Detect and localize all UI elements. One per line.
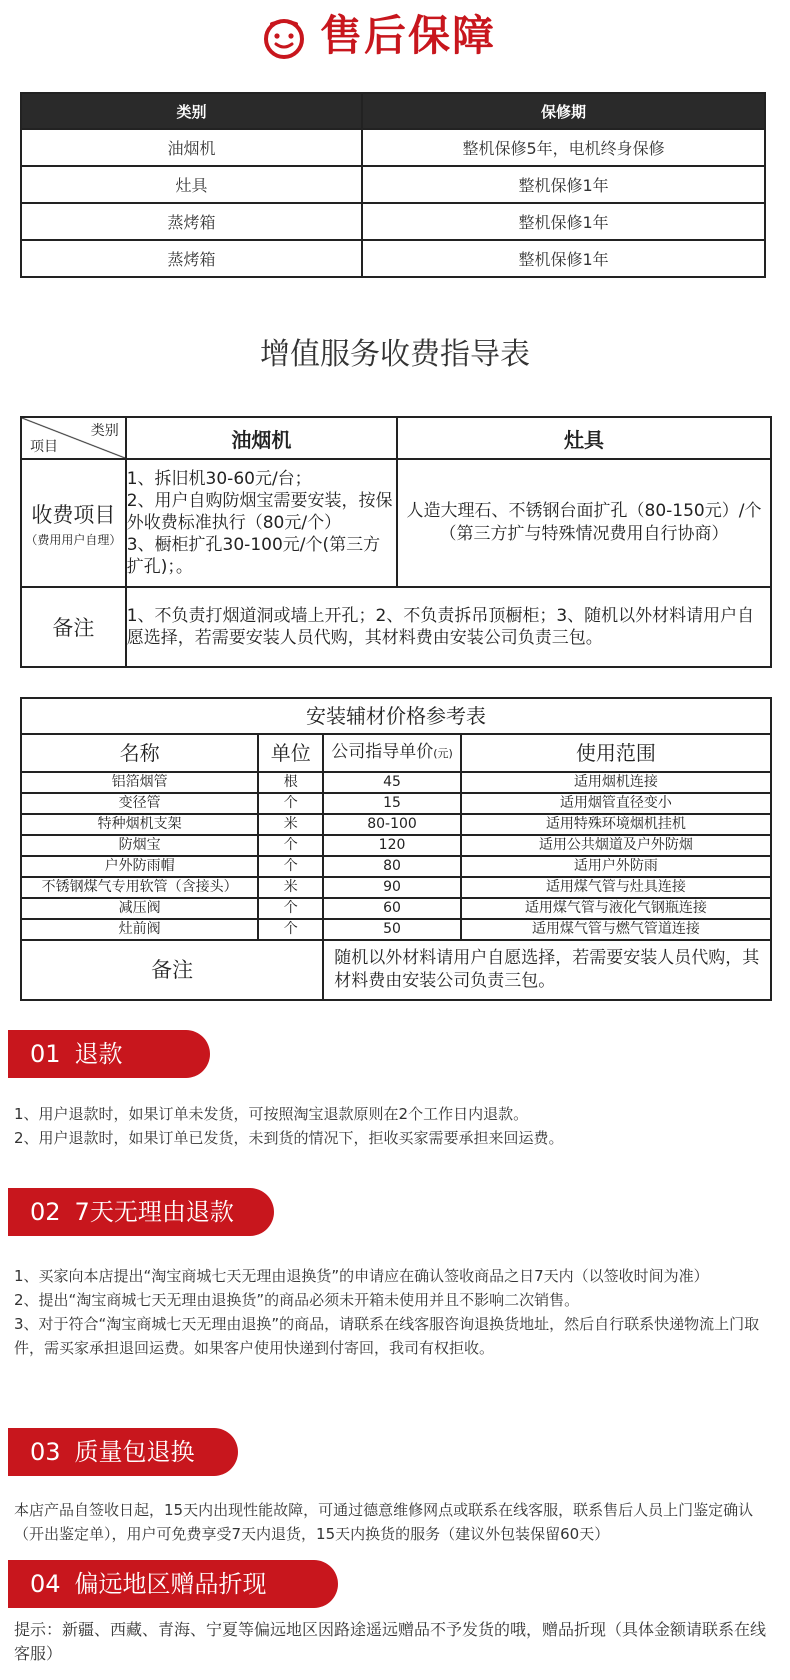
section-number: 02 bbox=[30, 1198, 61, 1226]
section-paragraph: 提示：新疆、西藏、青海、宁夏等偏远地区因路途遥远赠品不予发货的哦，赠品折现（具体金额请联系在线客服） bbox=[14, 1620, 767, 1663]
section-number: 03 bbox=[30, 1438, 61, 1466]
fee-label: 收费项目 bbox=[31, 502, 116, 527]
table-header-row bbox=[21, 417, 771, 459]
material-unit: 个 bbox=[258, 898, 323, 919]
note-label-cell bbox=[21, 587, 126, 667]
category-cell: 蒸烤箱 bbox=[21, 203, 362, 240]
category-cell: 油烟机 bbox=[21, 129, 362, 166]
materials-caption: 安装辅材价格参考表 bbox=[21, 698, 771, 734]
material-unit: 个 bbox=[258, 835, 323, 856]
warranty-cell: 整机保修1年 bbox=[362, 240, 765, 277]
warranty-cell: 整机保修1年 bbox=[362, 166, 765, 203]
note-label: 备注 bbox=[21, 940, 323, 1000]
fee-stove-cell: 人造大理石、不锈钢台面扩孔（80-150元）/个（第三方扩与特殊情况费用自行协商） bbox=[397, 459, 771, 587]
column-header: 类别 bbox=[21, 93, 362, 129]
warranty-table bbox=[20, 92, 766, 278]
note-row bbox=[21, 587, 771, 667]
warranty-cell: 整机保修5年，电机终身保修 bbox=[362, 129, 765, 166]
section-number: 01 bbox=[30, 1040, 61, 1068]
table-row bbox=[21, 166, 765, 203]
material-usage: 适用煤气管与液化气钢瓶连接 bbox=[461, 898, 771, 919]
category-cell: 灶具 bbox=[21, 166, 362, 203]
material-name: 不锈钢煤气专用软管（含接头） bbox=[21, 877, 258, 898]
table-row bbox=[21, 129, 765, 166]
material-usage: 适用烟管直径变小 bbox=[461, 793, 771, 814]
note-label: 备注 bbox=[52, 616, 95, 640]
material-name: 变径管 bbox=[21, 793, 258, 814]
section-paragraph: 1、用户退款时，如果订单未发货，可按照淘宝退款原则在2个工作日内退款。 bbox=[14, 1105, 529, 1123]
section-text-quality bbox=[14, 1498, 776, 1546]
material-unit: 米 bbox=[258, 814, 323, 835]
material-unit: 个 bbox=[258, 793, 323, 814]
note-row bbox=[21, 940, 771, 1000]
corner-cell bbox=[21, 417, 126, 459]
service-fee-table bbox=[20, 416, 772, 668]
table-row bbox=[21, 793, 771, 814]
material-name: 铝箔烟管 bbox=[21, 772, 258, 793]
table-row bbox=[21, 898, 771, 919]
table-header-row bbox=[21, 734, 771, 772]
section-paragraph: 本店产品自签收日起，15天内出现性能故障，可通过德意维修网点或联系在线客服，联系售后人员上门鉴定确认（开出鉴定单），用户可免费享受7天内退货，15天内换货的服务（建议外包装保留60天） bbox=[14, 1501, 754, 1543]
material-price: 45 bbox=[323, 772, 461, 793]
fee-hood-cell bbox=[126, 459, 397, 587]
fee-label-cell bbox=[21, 459, 126, 587]
note-text: 1、不负责打烟道洞或墙上开孔；2、不负责拆吊顶橱柜；3、随机以外材料请用户自愿选择，若需要安装人员代购，其材料费由安装公司负责三包。 bbox=[126, 587, 771, 667]
material-usage: 适用烟机连接 bbox=[461, 772, 771, 793]
material-price: 90 bbox=[323, 877, 461, 898]
price-header-label: 公司指导单价 bbox=[331, 742, 434, 762]
section-title: 退款 bbox=[74, 1040, 123, 1068]
column-header: 单位 bbox=[258, 734, 323, 772]
material-price: 80 bbox=[323, 856, 461, 877]
table-header-row bbox=[21, 93, 765, 129]
column-header: 名称 bbox=[21, 734, 258, 772]
material-usage: 适用户外防雨 bbox=[461, 856, 771, 877]
section-banner-refund bbox=[8, 1030, 210, 1078]
section-title: 偏远地区赠品折现 bbox=[74, 1570, 267, 1598]
table-row bbox=[21, 835, 771, 856]
materials-price-table bbox=[20, 697, 772, 1001]
material-usage: 适用公共烟道及户外防烟 bbox=[461, 835, 771, 856]
table-row bbox=[21, 856, 771, 877]
table-row bbox=[21, 919, 771, 940]
material-usage: 适用特殊环境烟机挂机 bbox=[461, 814, 771, 835]
material-price: 50 bbox=[323, 919, 461, 940]
price-header-unit: (元) bbox=[433, 747, 453, 760]
material-price: 60 bbox=[323, 898, 461, 919]
section-number: 04 bbox=[30, 1570, 61, 1598]
section-paragraph: 2、提出“淘宝商城七天无理由退换货”的商品必须未开箱未使用并且不影响二次销售。 bbox=[14, 1291, 580, 1309]
note-text: 随机以外材料请用户自愿选择，若需要安装人员代购，其材料费由安装公司负责三包。 bbox=[323, 940, 771, 1000]
fee-hood-line: 1、拆旧机30-60元/台； bbox=[126, 469, 312, 489]
material-usage: 适用煤气管与灶具连接 bbox=[461, 877, 771, 898]
material-unit: 米 bbox=[258, 877, 323, 898]
service-table-title: 增值服务收费指导表 bbox=[260, 337, 530, 372]
material-price: 15 bbox=[323, 793, 461, 814]
smile-logo-icon bbox=[262, 16, 306, 60]
column-header-price bbox=[323, 734, 461, 772]
column-header: 保修期 bbox=[362, 93, 765, 129]
page-title: 售后保障 bbox=[320, 11, 497, 60]
section-paragraph: 1、买家向本店提出“淘宝商城七天无理由退换货”的申请应在确认签收商品之日7天内（以签收时间为准） bbox=[14, 1267, 709, 1285]
section-banner-7day-return bbox=[8, 1188, 274, 1236]
fee-hood-line: 3、橱柜扩孔30-100元/个(第三方扩孔)；。 bbox=[126, 535, 381, 577]
column-header: 使用范围 bbox=[461, 734, 771, 772]
section-title: 质量包退换 bbox=[74, 1438, 195, 1466]
material-name: 防烟宝 bbox=[21, 835, 258, 856]
section-paragraph: 3、对于符合“淘宝商城七天无理由退换”的商品，请联系在线客服咨询退换货地址，然后自行联系快递物流上门取件，需买家承担退回运费。如果客户使用快递到付寄回，我司有权拒收。 bbox=[14, 1315, 760, 1357]
section-text-7day-return bbox=[14, 1264, 776, 1360]
material-name: 灶前阀 bbox=[21, 919, 258, 940]
section-text-remote-area bbox=[14, 1618, 776, 1666]
fee-sublabel: （费用用户自理） bbox=[25, 532, 122, 547]
section-text-refund bbox=[14, 1102, 776, 1150]
corner-top-label: 类别 bbox=[90, 423, 119, 439]
material-name: 户外防雨帽 bbox=[21, 856, 258, 877]
table-row bbox=[21, 240, 765, 277]
corner-bottom-label: 项目 bbox=[30, 439, 58, 455]
table-row bbox=[21, 877, 771, 898]
material-unit: 个 bbox=[258, 856, 323, 877]
material-price: 80-100 bbox=[323, 814, 461, 835]
section-banner-remote-area bbox=[8, 1560, 338, 1608]
column-header-hood: 油烟机 bbox=[126, 417, 397, 459]
material-usage: 适用煤气管与燃气管道连接 bbox=[461, 919, 771, 940]
column-header-stove: 灶具 bbox=[397, 417, 771, 459]
material-unit: 根 bbox=[258, 772, 323, 793]
section-banner-quality bbox=[8, 1428, 238, 1476]
material-price: 120 bbox=[323, 835, 461, 856]
table-row bbox=[21, 203, 765, 240]
fee-hood-line: 2、用户自购防烟宝需要安装，按保外收费标准执行（80元/个） bbox=[126, 491, 393, 533]
section-title: 7天无理由退款 bbox=[74, 1198, 234, 1226]
page-header bbox=[0, 0, 790, 80]
material-name: 特种烟机支架 bbox=[21, 814, 258, 835]
material-name: 减压阀 bbox=[21, 898, 258, 919]
category-cell: 蒸烤箱 bbox=[21, 240, 362, 277]
table-row bbox=[21, 814, 771, 835]
section-paragraph: 2、用户退款时，如果订单已发货，未到货的情况下，拒收买家需要承担来回运费。 bbox=[14, 1129, 564, 1147]
warranty-cell: 整机保修1年 bbox=[362, 203, 765, 240]
table-row bbox=[21, 772, 771, 793]
material-unit: 个 bbox=[258, 919, 323, 940]
fee-row bbox=[21, 459, 771, 587]
